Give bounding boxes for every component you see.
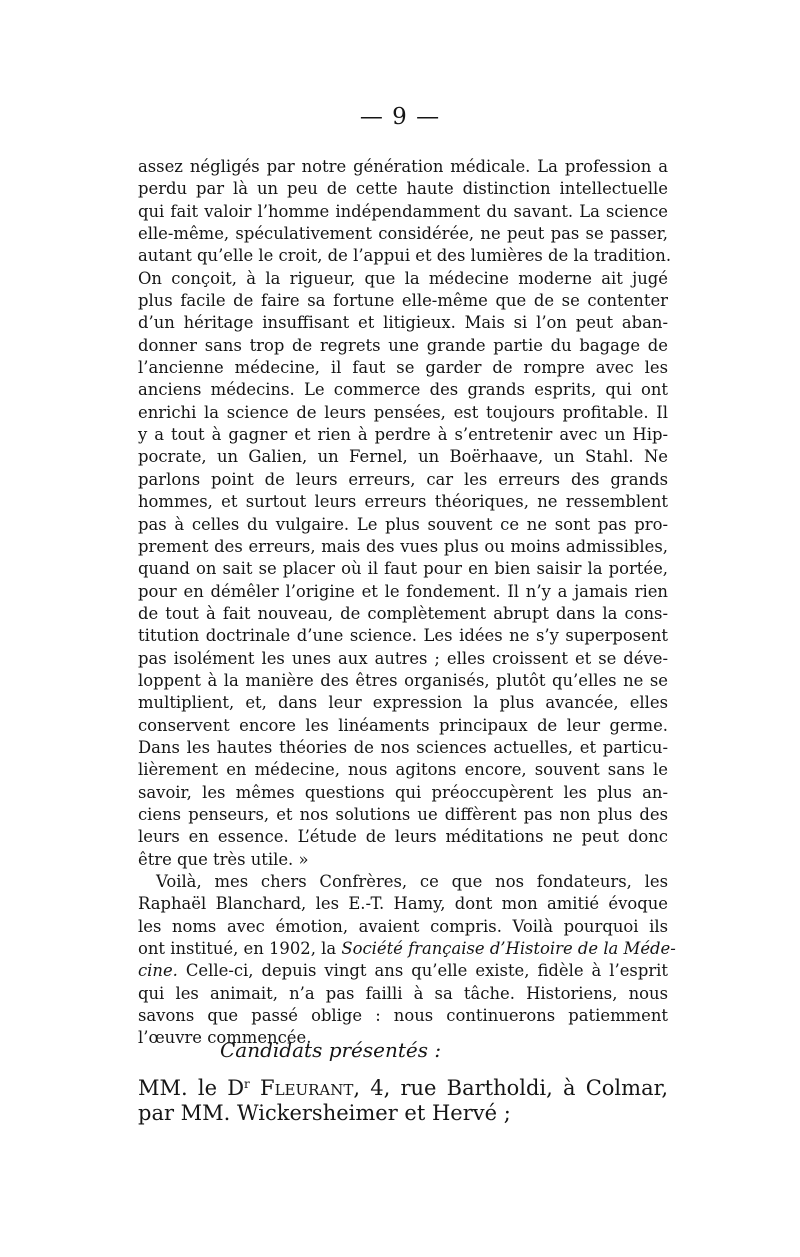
text-line: ciens penseurs, et nos solutions ue diffèrent pas non plus des bbox=[138, 804, 668, 824]
society-name-end: cine. bbox=[138, 961, 178, 981]
text-line: hommes, et surtout leurs erreurs théoriques, ne ressemblent bbox=[138, 492, 668, 512]
text-line: leurs en essence. L’étude de leurs méditations ne peut donc bbox=[138, 827, 668, 847]
text-line: On conçoit, à la rigueur, que la médecine moderne ait jugé bbox=[138, 268, 668, 288]
text-line: savoir, les mêmes questions qui préoccupèrent les plus an- bbox=[138, 782, 668, 802]
candidate-address: , 4, rue Bartholdi, à Colmar, bbox=[353, 1076, 668, 1100]
text-fragment: ont institué, en 1902, la bbox=[138, 939, 337, 959]
text-line: conservent encore les linéaments principaux de leur germe. bbox=[138, 715, 668, 735]
text-line: multiplient, et, dans leur expression la plus avancée, elles bbox=[138, 693, 668, 713]
text-line: assez négligés par notre génération médicale. La profession a bbox=[138, 157, 668, 176]
text-line: d’un héritage insuffisant et litigieux. Mais si l’on peut aban- bbox=[138, 313, 668, 333]
text-line: parlons point de leurs erreurs, car les erreurs des grands bbox=[138, 469, 668, 489]
text-line: être que très utile. » bbox=[138, 849, 309, 869]
text-line: perdu par là un peu de cette haute distinction intellectuelle bbox=[138, 179, 668, 199]
page-number: — 9 — bbox=[359, 104, 441, 130]
text-line: pas isolément les unes aux autres ; elles croissent et se déve- bbox=[138, 648, 668, 668]
text-line: y a tout à gagner et rien à perdre à s’entretenir avec un Hip- bbox=[138, 425, 668, 445]
text-line bbox=[138, 960, 668, 982]
text-line: lièrement en médecine, nous agitons encore, souvent sans le bbox=[138, 760, 668, 780]
text-line: pas à celles du vulgaire. Le plus souvent ce ne sont pas pro- bbox=[138, 514, 668, 534]
sponsors-line: par MM. Wickersheimer et Hervé ; bbox=[138, 1101, 511, 1125]
text-line: l’œuvre commencée. bbox=[138, 1028, 312, 1048]
text-line: de tout à fait nouveau, de complètement abrupt dans la cons- bbox=[138, 603, 668, 623]
text-line: plus facile de faire sa fortune elle-même que de se contenter bbox=[138, 291, 668, 311]
text-line: pocrate, un Galien, un Fernel, un Boërhaave, un Stahl. Ne bbox=[138, 447, 668, 467]
text-line: titution doctrinale d’une science. Les idées ne s’y superposent bbox=[138, 626, 668, 646]
title-superscript: r bbox=[244, 1077, 250, 1091]
quote-paragraph bbox=[138, 156, 672, 871]
text-line: donner sans trop de regrets une grande partie du bagage de bbox=[138, 335, 668, 355]
closing-paragraph bbox=[138, 871, 676, 1050]
candidates-heading: Candidats présentés : bbox=[220, 1038, 442, 1062]
text-line: pour en démêler l’origine et le fondement. Il n’y a jamais rien bbox=[138, 581, 668, 601]
body-text bbox=[138, 156, 676, 1050]
text-line: Voilà, mes chers Confrères, ce que nos fondateurs, les bbox=[156, 872, 668, 891]
text-line: elle-même, spéculativement considérée, ne peut pas se passer, bbox=[138, 224, 668, 244]
text-line: anciens médecins. Le commerce des grands esprits, qui ont bbox=[138, 380, 668, 400]
text-line: qui les animait, n’a pas failli à sa tâche. Historiens, nous bbox=[138, 983, 668, 1003]
text-line bbox=[138, 938, 676, 960]
text-line: enrichi la science de leurs pensées, est toujours profitable. Il bbox=[138, 402, 668, 422]
candidate-name: Fleurant bbox=[260, 1076, 354, 1100]
text-line: prement des erreurs, mais des vues plus ou moins admissibles, bbox=[138, 536, 668, 556]
text-line: Raphaël Blanchard, les E.-T. Hamy, dont mon amitié évoque bbox=[138, 894, 668, 914]
text-line: les noms avec émotion, avaient compris. Voilà pourquoi ils bbox=[138, 916, 668, 936]
text-line: l’ancienne médecine, il faut se garder de rompre avec les bbox=[138, 358, 668, 378]
text-line: savons que passé oblige : nous continuerons patiemment bbox=[138, 1006, 668, 1026]
text-line: autant qu’elle le croit, de l’appui et des lumières de la tradition. bbox=[138, 246, 672, 266]
text-line: qui fait valoir l’homme indépendamment du savant. La science bbox=[138, 201, 668, 221]
text-line: quand on sait se placer où il faut pour en bien saisir la portée, bbox=[138, 559, 668, 579]
text-fragment: Celle-ci, depuis vingt ans qu’elle existe, fidèle à l’esprit bbox=[185, 961, 668, 981]
text-fragment: MM. le D bbox=[138, 1076, 245, 1100]
text-line: Dans les hautes théories de nos sciences actuelles, et particu- bbox=[138, 737, 668, 757]
society-name: Société française d’Histoire de la Méde- bbox=[341, 939, 676, 959]
text-line: loppent à la manière des êtres organisés, plutôt qu’elles ne se bbox=[138, 670, 668, 690]
